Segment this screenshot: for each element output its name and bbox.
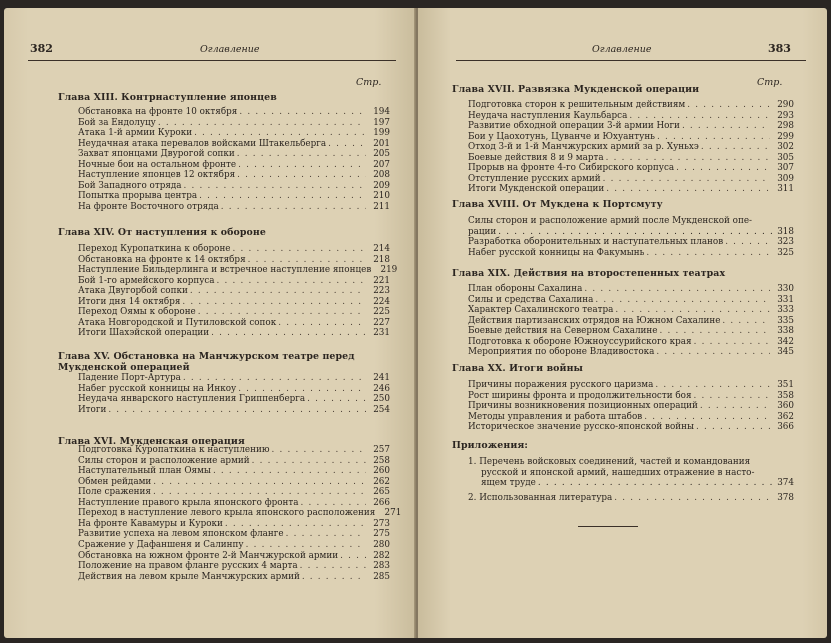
entry-page: 374 xyxy=(777,478,794,488)
entry-title: Итоги дня 14 октября xyxy=(78,296,181,307)
entry-page: 331 xyxy=(777,294,794,305)
entry-page: 254 xyxy=(373,404,390,415)
entry-title: Действия на левом крыле Манчжурских армий xyxy=(78,571,300,582)
toc-entry xyxy=(78,202,390,212)
entry-title: Переход Куропаткина к обороне xyxy=(78,244,231,254)
toc-entry xyxy=(78,561,390,571)
entry-page: 333 xyxy=(777,305,794,316)
toc-entry xyxy=(468,174,794,184)
toc-entry xyxy=(468,401,794,411)
dot-leader xyxy=(646,248,770,258)
dot-leader xyxy=(153,487,366,497)
toc-entry xyxy=(78,529,390,539)
entry-title: Боевые действия на Северном Сахалине xyxy=(468,326,658,337)
entry-page: 246 xyxy=(373,383,390,394)
toc-entry xyxy=(78,328,390,338)
dot-leader xyxy=(655,380,770,390)
dot-leader xyxy=(694,391,771,401)
toc-entry xyxy=(78,244,390,254)
entry-title: Силы и средства Сахалина xyxy=(468,294,594,305)
dot-leader xyxy=(644,412,770,422)
toc-entry xyxy=(468,121,794,131)
entry-page: 209 xyxy=(373,180,390,191)
entry-title: Силы сторон и расположение армий xyxy=(78,455,250,466)
dot-leader xyxy=(538,478,775,489)
running-title: Оглавление xyxy=(200,44,260,55)
dot-leader xyxy=(328,139,366,149)
dot-leader xyxy=(660,326,771,336)
toc-entry xyxy=(78,128,390,138)
entry-title: Итоги xyxy=(78,404,107,415)
entry-title: 1. Перечень войсковых соединений, частей и командования xyxy=(468,457,751,467)
entry-page: 258 xyxy=(373,455,390,466)
dot-leader xyxy=(183,373,366,383)
entry-page: 208 xyxy=(373,170,390,181)
chapter-heading: Глава XIII. Контрнаступление японцев xyxy=(58,92,277,103)
dot-leader xyxy=(239,107,366,117)
toc-entry xyxy=(78,149,390,159)
dot-leader xyxy=(238,160,366,170)
entry-page: 207 xyxy=(373,159,390,170)
entry-title: Обстановка на фронте 10 октября xyxy=(78,107,238,117)
toc-entry xyxy=(468,216,794,237)
entry-page: 201 xyxy=(373,138,390,149)
dot-leader xyxy=(300,561,366,571)
toc-entry xyxy=(78,445,390,455)
entry-title: Обмен рейдами xyxy=(78,476,152,487)
entry-title: Захват японцами Двурогой сопки xyxy=(78,149,235,160)
chapter-heading: Глава XX. Итоги войны xyxy=(452,363,584,374)
entry-page: 194 xyxy=(373,107,390,117)
entry-title: Силы сторон и расположение армий после Мукденской опе- xyxy=(468,216,752,226)
chapter-heading: Глава XV. Обстановка на Манчжурском театре перед Мукденской операцией xyxy=(58,351,355,373)
toc-entry xyxy=(78,508,402,519)
dot-leader xyxy=(225,519,366,529)
dot-leader xyxy=(278,318,366,328)
entry-page: 285 xyxy=(373,571,390,582)
entry-title: План обороны Сахалина xyxy=(468,284,583,294)
toc-entry xyxy=(78,466,390,476)
entry-page: 221 xyxy=(373,275,390,286)
entry-page: 197 xyxy=(373,117,390,128)
entry-title: Характер Сахалинского театра xyxy=(468,305,614,316)
entry-title: Атака Двугорбой сопки xyxy=(78,286,188,297)
dot-leader xyxy=(682,121,770,131)
entry-page: 362 xyxy=(777,411,794,422)
entry-title: Развитие обходной операции 3-й армии Ноги xyxy=(468,121,680,132)
entry-title: На фронте Восточного отряда xyxy=(78,201,219,212)
entry-page: 311 xyxy=(777,184,794,195)
entry-title: Бои у Цаохотунь, Цуванче и Юхуантунь xyxy=(468,131,655,142)
entry-title: Боевые действия 8 и 9 марта xyxy=(468,152,604,163)
entry-title-cont: рации xyxy=(468,226,497,237)
dot-leader xyxy=(700,401,770,411)
toc-entry xyxy=(468,153,794,163)
entry-page: 282 xyxy=(373,550,390,561)
entry-title: Положение на правом фланге русских 4 марта xyxy=(78,561,298,572)
entry-page: 214 xyxy=(373,244,390,254)
toc-entry xyxy=(468,347,794,357)
entry-title: Бой 1-го армейского корпуса xyxy=(78,275,215,286)
dot-leader xyxy=(657,132,770,142)
entry-title: На фронте Кавамуры и Куроки xyxy=(78,518,223,529)
toc-entry xyxy=(78,456,390,466)
entry-page: 250 xyxy=(373,394,390,405)
dot-leader xyxy=(595,295,770,305)
toc-entry xyxy=(468,132,794,142)
entry-page: 265 xyxy=(373,487,390,498)
entry-page: 271 xyxy=(384,508,402,519)
toc-entry xyxy=(78,519,390,529)
toc-entry xyxy=(78,394,390,404)
entry-title: Падение Порт-Артура xyxy=(78,373,181,383)
toc-entry xyxy=(78,540,390,550)
dot-leader xyxy=(302,572,366,582)
dot-leader xyxy=(687,100,770,110)
entry-page: 305 xyxy=(777,152,794,163)
entry-page: 330 xyxy=(777,284,794,294)
toc-entry xyxy=(468,184,794,194)
toc-entry xyxy=(468,248,794,258)
header-rule xyxy=(456,60,806,61)
entry-page: 318 xyxy=(777,226,794,237)
closing-rule xyxy=(578,526,638,527)
entry-title: Итоги Шахэйской операции xyxy=(78,328,210,339)
dot-leader xyxy=(108,405,366,415)
dot-leader xyxy=(248,255,366,265)
toc-entry xyxy=(468,284,794,294)
entry-page: 262 xyxy=(373,476,390,487)
entry-page: 302 xyxy=(777,142,794,153)
entry-title: Наступление правого крыла японского фронта xyxy=(78,497,299,508)
entry-title: Бой Западного отряда xyxy=(78,180,182,191)
entry-title-cont: русской и японской армий, нашедших отражение в насто- xyxy=(481,467,755,478)
dot-leader xyxy=(584,284,770,294)
toc-entry xyxy=(468,316,794,326)
toc-entry xyxy=(468,493,794,503)
dot-leader xyxy=(307,394,366,404)
entry-title: Обстановка на фронте к 14 октября xyxy=(78,254,246,265)
column-header: Стр. xyxy=(757,77,783,88)
entry-page: 266 xyxy=(373,497,390,508)
dot-leader xyxy=(153,477,366,487)
dot-leader xyxy=(213,466,366,476)
toc-entry xyxy=(78,181,390,191)
entry-title: Набег русской конницы на Инкоу xyxy=(78,383,237,394)
entry-page: 283 xyxy=(373,561,390,572)
toc-entry xyxy=(78,477,390,487)
entry-page: 223 xyxy=(373,286,390,297)
appendix-heading: Приложения: xyxy=(452,440,528,451)
entry-title: Бой за Ендолуцу xyxy=(78,117,156,128)
dot-leader xyxy=(340,551,366,561)
entry-title: Действия партизанских отрядов на Южном Сахалине xyxy=(468,315,721,326)
entry-page: 378 xyxy=(777,493,794,503)
entry-page: 293 xyxy=(777,110,794,121)
entry-page: 210 xyxy=(373,191,390,202)
appendix-entry xyxy=(468,457,794,489)
toc-entry xyxy=(468,337,794,347)
entry-title: Причины возникновения позиционных операций xyxy=(468,401,698,412)
dot-leader xyxy=(221,202,366,212)
dot-leader xyxy=(211,328,366,338)
entry-page: 358 xyxy=(777,390,794,401)
dot-leader xyxy=(722,316,770,326)
toc-entry xyxy=(78,551,390,561)
entry-page: 218 xyxy=(373,254,390,265)
toc-entry xyxy=(78,318,390,328)
toc-entry xyxy=(78,255,390,265)
chapter-heading: Глава XVIII. От Мукдена к Портсмуту xyxy=(452,199,663,210)
entry-page: 290 xyxy=(777,100,794,110)
dot-leader xyxy=(252,456,366,466)
toc-entry xyxy=(78,487,390,497)
entry-title: Набег русской конницы на Факумынь xyxy=(468,247,645,258)
toc-entry xyxy=(78,405,390,415)
entry-page: 205 xyxy=(373,149,390,160)
entry-page: 219 xyxy=(380,265,398,276)
dot-leader xyxy=(701,142,770,152)
toc-entry xyxy=(468,237,794,247)
dot-leader xyxy=(158,118,366,128)
toc-entry xyxy=(78,170,390,180)
entry-page: 338 xyxy=(777,326,794,337)
dot-leader xyxy=(237,170,366,180)
entry-title: Причины поражения русского царизма xyxy=(468,380,654,390)
header-rule xyxy=(28,60,396,61)
dot-leader xyxy=(615,305,770,315)
entry-page: 275 xyxy=(373,529,390,540)
entry-page: 227 xyxy=(373,317,390,328)
entry-title: Развитие успеха на левом японском фланге xyxy=(78,529,284,540)
toc-entry xyxy=(468,422,794,432)
entry-title: Атака Новгородской и Путиловской сопок xyxy=(78,317,277,328)
entry-page: 260 xyxy=(373,466,390,477)
dot-leader xyxy=(725,237,770,247)
chapter-heading: Глава XIV. От наступления к обороне xyxy=(58,227,266,238)
entry-page: 323 xyxy=(777,237,794,247)
entry-title: Ночные бои на остальном фронте xyxy=(78,159,237,170)
page-number: 382 xyxy=(30,42,53,55)
dot-leader xyxy=(182,297,366,307)
entry-title: Обстановка на южном фронте 2-й Манчжурской армии xyxy=(78,550,339,561)
toc-entry xyxy=(78,191,390,201)
entry-title: Отход 3-й и 1-й Манчжурских армий за р. Хуньхэ xyxy=(468,142,699,153)
entry-title: Методы управления и работа штабов xyxy=(468,411,643,422)
entry-page: 309 xyxy=(777,173,794,184)
toc-entry xyxy=(78,139,390,149)
toc-entry xyxy=(468,391,794,401)
dot-leader xyxy=(656,347,770,357)
toc-entry xyxy=(468,305,794,315)
dot-leader xyxy=(286,529,366,539)
entry-page: 342 xyxy=(777,336,794,347)
dot-leader xyxy=(301,498,366,508)
page-number: 383 xyxy=(768,42,791,55)
dot-leader xyxy=(237,149,366,159)
entry-title: Мероприятия по обороне Владивостока xyxy=(468,347,655,358)
entry-page: 257 xyxy=(373,445,390,455)
entry-title: Наступательный план Оямы xyxy=(78,466,211,477)
left-page xyxy=(4,8,416,638)
dot-leader xyxy=(272,445,366,455)
entry-title: Отступление русских армий xyxy=(468,173,601,184)
entry-page: 325 xyxy=(777,247,794,258)
entry-title: Разработка оборонительных и наступательных планов xyxy=(468,237,724,247)
toc-entry xyxy=(78,384,390,394)
toc-entry xyxy=(468,100,794,110)
running-title: Оглавление xyxy=(592,44,652,55)
entry-page: 280 xyxy=(373,539,390,550)
entry-title: Историческое значение русско-японской войны xyxy=(468,422,695,433)
entry-page: 224 xyxy=(373,296,390,307)
toc-entry xyxy=(468,142,794,152)
entry-page: 298 xyxy=(777,121,794,132)
entry-title: Подготовка сторон к решительным действиям xyxy=(468,100,686,110)
entry-page: 366 xyxy=(777,422,794,433)
entry-page: 199 xyxy=(373,128,390,139)
dot-leader xyxy=(190,286,366,296)
dot-leader xyxy=(498,227,774,238)
entry-title: Итоги Мукденской операции xyxy=(468,184,605,195)
dot-leader xyxy=(199,191,366,201)
dot-leader xyxy=(238,384,366,394)
entry-title: Наступление Бильдерлинга и встречное наступление японцев xyxy=(78,265,372,276)
dot-leader xyxy=(676,163,770,173)
entry-page: 360 xyxy=(777,401,794,412)
entry-title: Переход в наступление левого крыла японского расположения xyxy=(78,508,376,519)
dot-leader xyxy=(606,184,770,194)
entry-page: 335 xyxy=(777,315,794,326)
dot-leader xyxy=(194,128,366,138)
entry-title-cont: ящем труде xyxy=(481,478,536,488)
dot-leader xyxy=(629,111,770,121)
toc-entry xyxy=(78,276,390,286)
toc-entry xyxy=(78,286,390,296)
toc-entry xyxy=(468,380,794,390)
toc-entry xyxy=(78,373,390,383)
dot-leader xyxy=(606,153,770,163)
toc-entry xyxy=(78,307,390,317)
entry-page: 231 xyxy=(373,328,390,339)
entry-title: Поле сражения xyxy=(78,487,151,498)
entry-title: Неудачная атака перевалов войсками Штакельберга xyxy=(78,138,327,149)
toc-entry xyxy=(78,498,390,508)
dot-leader xyxy=(246,540,366,550)
entry-title: Попытка прорыва центра xyxy=(78,191,198,202)
dot-leader xyxy=(184,181,366,191)
dot-leader xyxy=(696,422,770,432)
entry-title: Атака 1-й армии Куроки xyxy=(78,128,193,139)
toc-entry xyxy=(78,118,390,128)
dot-leader xyxy=(694,337,770,347)
entry-title: 2. Использованная литература xyxy=(468,493,613,503)
toc-entry xyxy=(468,326,794,336)
toc-entry xyxy=(468,163,794,173)
entry-title: Сражение у Дафаншеня и Салинпу xyxy=(78,539,244,550)
chapter-heading: Глава XIX. Действия на второстепенных театрах xyxy=(452,268,726,279)
entry-title: Неудача наступления Каульбарса xyxy=(468,110,628,121)
entry-title: Наступление японцев 12 октября xyxy=(78,170,236,181)
dot-leader xyxy=(603,174,770,184)
dot-leader xyxy=(198,307,366,317)
toc-entry xyxy=(468,295,794,305)
entry-title: Переход Оямы к обороне xyxy=(78,307,196,318)
entry-page: 345 xyxy=(777,347,794,358)
toc-entry xyxy=(78,572,390,582)
entry-last-line xyxy=(468,227,794,238)
entry-page: 299 xyxy=(777,131,794,142)
chapter-heading: Глава XVII. Развязка Мукденской операции xyxy=(452,84,700,95)
entry-page: 225 xyxy=(373,307,390,318)
toc-entry xyxy=(468,111,794,121)
dot-leader xyxy=(614,493,770,503)
toc-entry xyxy=(78,297,390,307)
toc-entry xyxy=(78,265,398,276)
dot-leader xyxy=(233,244,366,254)
column-header: Стр. xyxy=(356,77,382,88)
entry-page: 211 xyxy=(373,201,390,212)
entry-title: Рост ширины фронта и продолжительности боя xyxy=(468,390,692,401)
toc-entry xyxy=(78,107,390,117)
entry-page: 241 xyxy=(373,373,390,383)
toc-entry xyxy=(78,160,390,170)
entry-title: Неудача январского наступления Гриппенберга xyxy=(78,394,306,405)
dot-leader xyxy=(217,276,366,286)
chapter-heading: Глава XVI. Мукденская операция xyxy=(58,436,245,447)
entry-page: 307 xyxy=(777,163,794,174)
entry-page: 273 xyxy=(373,518,390,529)
entry-title: Подготовка Куропаткина к наступлению xyxy=(78,445,270,455)
toc-entry xyxy=(468,412,794,422)
right-page xyxy=(418,8,827,638)
entry-title: Прорыв на фронте 4-го Сибирского корпуса xyxy=(468,163,675,174)
entry-title: Подготовка к обороне Южноуссурийского края xyxy=(468,336,692,347)
entry-page: 351 xyxy=(777,380,794,390)
entry-last-line xyxy=(468,478,794,489)
